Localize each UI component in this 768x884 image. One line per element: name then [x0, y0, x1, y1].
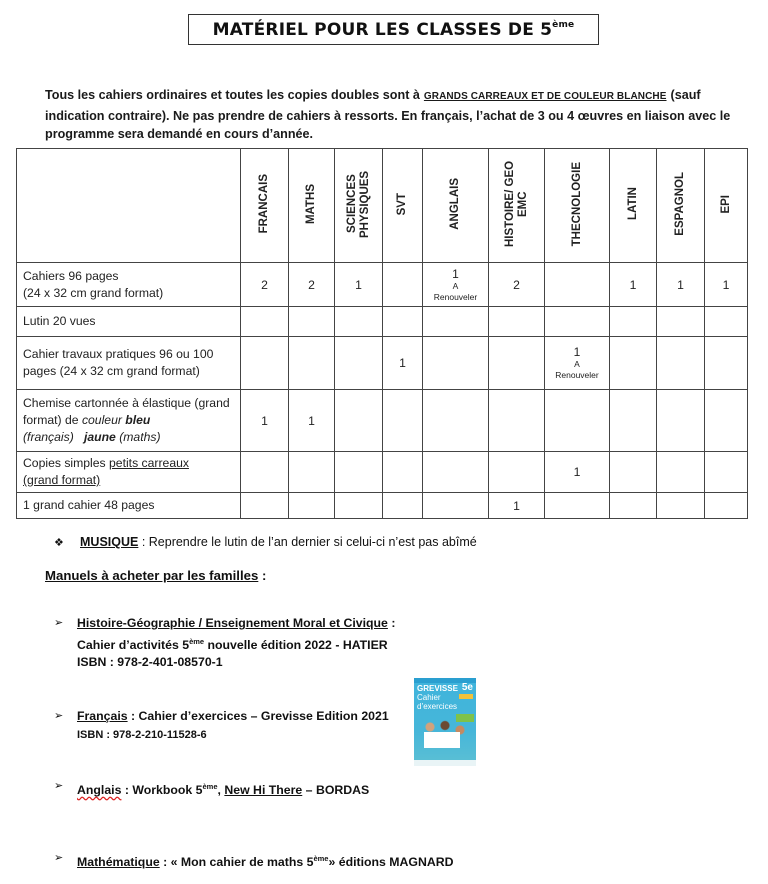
table-row [17, 493, 748, 519]
cell [335, 390, 383, 452]
cell: 1 [657, 263, 705, 307]
cell [657, 307, 705, 337]
col-sciences-physiques: SCIENCES PHYSIQUES [335, 149, 383, 263]
col-anglais: ANGLAIS [423, 149, 489, 263]
cell [705, 452, 748, 493]
table-header-row [17, 149, 748, 263]
cell: 1 [610, 263, 657, 307]
cell [423, 337, 489, 390]
cell [383, 493, 423, 519]
cell [335, 493, 383, 519]
cell [657, 452, 705, 493]
cell [545, 263, 610, 307]
cell [383, 452, 423, 493]
cell: 1 [335, 263, 383, 307]
book-item-histoire: ➢ Histoire-Géographie / Enseignement Moral et Civique : Cahier d’activités 5ème nouvelle édition 2022 - HATIER ISBN : 978-2-401-08570-1 [54, 616, 396, 669]
cell [241, 337, 289, 390]
header-empty-cell [17, 149, 241, 263]
cell: 1 [545, 452, 610, 493]
cell [383, 307, 423, 337]
cell: 1 [289, 390, 335, 452]
intro-emphasis: GRANDS CARREAUX ET DE COULEUR BLANCHE [423, 91, 667, 102]
cell [383, 263, 423, 307]
arrow-bullet-icon: ➢ [54, 852, 64, 864]
manuels-heading: Manuels à acheter par les familles : [45, 568, 267, 583]
col-technologie: THECNOLOGIE [545, 149, 610, 263]
cell [489, 337, 545, 390]
cell [489, 390, 545, 452]
cell: 2 [489, 263, 545, 307]
cell [610, 493, 657, 519]
cell [289, 337, 335, 390]
cell [657, 337, 705, 390]
cell [705, 493, 748, 519]
arrow-bullet-icon: ➢ [54, 710, 64, 722]
col-epi: EPI [705, 149, 748, 263]
col-svt: SVT [383, 149, 423, 263]
cell [241, 307, 289, 337]
table-row [17, 263, 748, 307]
col-histoire-geo-emc: HISTOIRE/ GEO EMC [489, 149, 545, 263]
cell [545, 493, 610, 519]
col-latin: LATIN [610, 149, 657, 263]
table-row [17, 452, 748, 493]
cell [545, 307, 610, 337]
row-label: 1 grand cahier 48 pages [17, 493, 241, 519]
cell [289, 307, 335, 337]
cell [610, 337, 657, 390]
supplies-table [16, 148, 748, 519]
cell [610, 307, 657, 337]
col-espagnol: ESPAGNOL [657, 149, 705, 263]
book-item-francais: ➢ Français : Cahier d’exercices – Grevisse Edition 2021 ISBN : 978-2-210-11528-6 [54, 709, 389, 741]
col-francais: FRANCAIS [241, 149, 289, 263]
cell [705, 307, 748, 337]
cell: 1 [383, 337, 423, 390]
cell [610, 452, 657, 493]
grevisse-book-cover-image: GREVISSE 5e Cahier d’exercices [414, 678, 476, 766]
book-item-anglais: ➢ Anglais : Workbook 5ème, New Hi There – BORDAS [54, 780, 370, 797]
cell: 2 [289, 263, 335, 307]
cell [335, 307, 383, 337]
row-label: Cahier travaux pratiques 96 ou 100 pages (24 x 32 cm grand format) [17, 337, 241, 390]
diamond-bullet-icon: ❖ [54, 537, 64, 549]
cell: 1 A Renouveler [545, 337, 610, 390]
row-label: Chemise cartonnée à élastique (grand format) de couleur bleu (français) jaune (maths) [17, 390, 241, 452]
musique-note: ❖ MUSIQUE : Reprendre le lutin de l’an dernier si celui-ci n’est pas abîmé [54, 535, 477, 549]
col-maths: MATHS [289, 149, 335, 263]
arrow-bullet-icon: ➢ [54, 617, 64, 629]
page-title: MATÉRIEL POUR LES CLASSES DE 5ème [212, 19, 575, 40]
table-row [17, 307, 748, 337]
cell [423, 390, 489, 452]
table-row [17, 390, 748, 452]
cell [335, 337, 383, 390]
cell [383, 390, 423, 452]
book-item-mathematique: ➢ Mathématique : « Mon cahier de maths 5ème» éditions MAGNARD [54, 852, 454, 869]
cell [705, 337, 748, 390]
cell [489, 307, 545, 337]
cell: 1 [241, 390, 289, 452]
cell [423, 452, 489, 493]
cell [289, 452, 335, 493]
cell [423, 493, 489, 519]
row-label: Cahiers 96 pages (24 x 32 cm grand format) [17, 263, 241, 307]
cell: 1 [705, 263, 748, 307]
cell [335, 452, 383, 493]
cell [489, 452, 545, 493]
row-label: Lutin 20 vues [17, 307, 241, 337]
cell [241, 493, 289, 519]
row-label: Copies simples petits carreaux (grand format) [17, 452, 241, 493]
cell: 1 A Renouveler [423, 263, 489, 307]
cell [423, 307, 489, 337]
table-row [17, 337, 748, 390]
arrow-bullet-icon: ➢ [54, 780, 64, 792]
cell [545, 390, 610, 452]
cell: 1 [489, 493, 545, 519]
cell [657, 493, 705, 519]
cell [705, 390, 748, 452]
cell [610, 390, 657, 452]
cell: 2 [241, 263, 289, 307]
page-title-box [188, 14, 599, 45]
intro-paragraph: Tous les cahiers ordinaires et toutes les copies doubles sont à GRANDS CARREAUX ET DE COULEUR BLANCHE (sauf indication contraire). Ne pas prendre de cahiers à ressorts. En français, l’achat de 3 ou 4 œuvres en liaison avec le programme sera demandé en cours d’année. [45, 88, 731, 141]
cell [289, 493, 335, 519]
cell [241, 452, 289, 493]
cell [657, 390, 705, 452]
